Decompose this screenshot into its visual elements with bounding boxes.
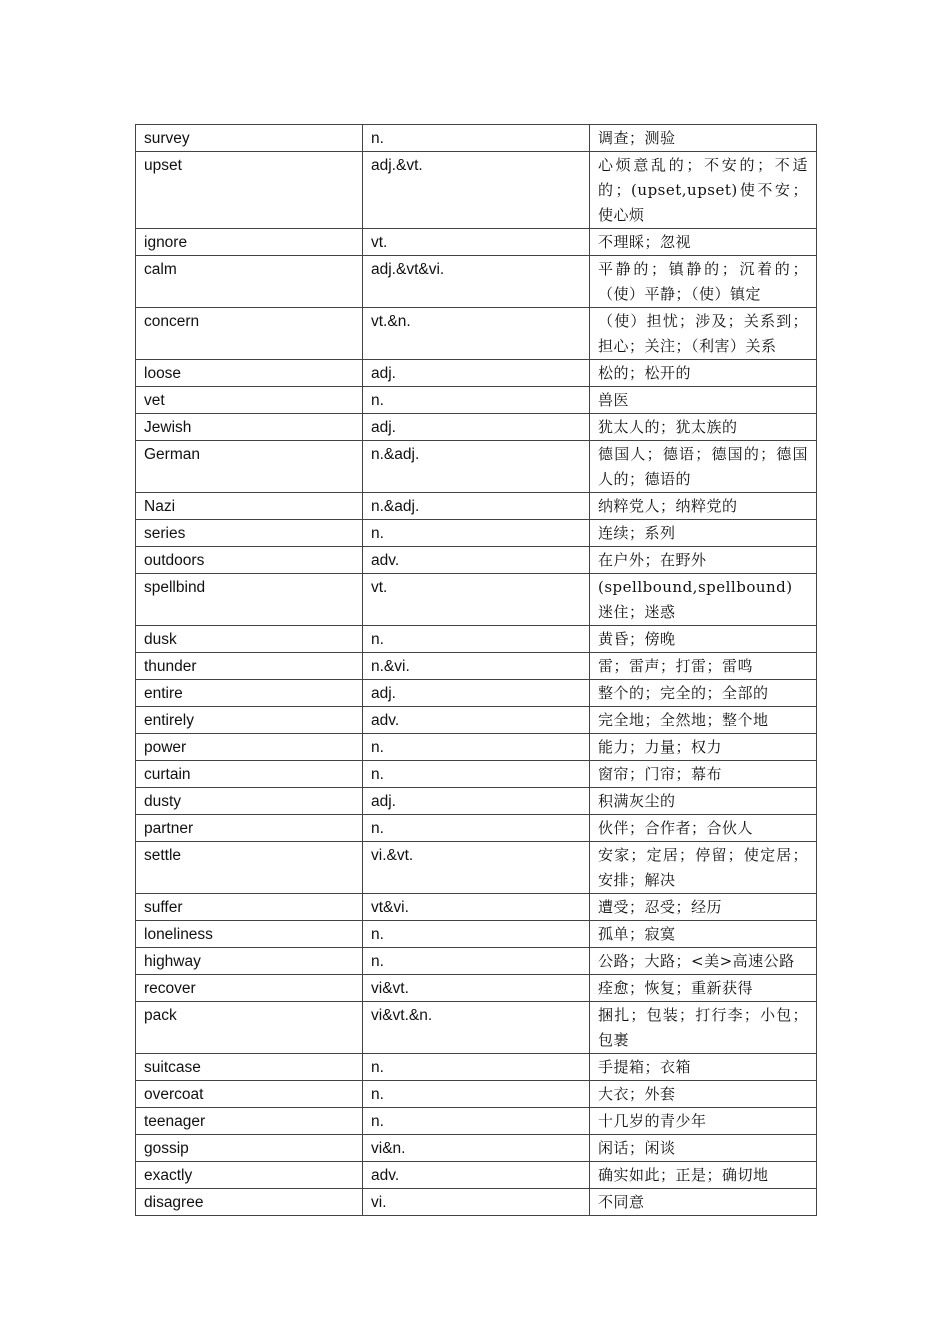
word-cell: Nazi — [136, 493, 363, 520]
table-row — [136, 734, 817, 761]
meaning-cell: 遭受；忍受；经历 — [590, 894, 817, 921]
word-cell: teenager — [136, 1108, 363, 1135]
word-cell: power — [136, 734, 363, 761]
meaning-cell: 窗帘；门帘；幕布 — [590, 761, 817, 788]
part-of-speech-cell: adj. — [363, 360, 590, 387]
word-cell: Jewish — [136, 414, 363, 441]
part-of-speech-cell: vi&vt.&n. — [363, 1002, 590, 1054]
word-cell: exactly — [136, 1162, 363, 1189]
table-row — [136, 256, 817, 308]
word-cell: thunder — [136, 653, 363, 680]
part-of-speech-cell: n. — [363, 626, 590, 653]
table-row — [136, 1002, 817, 1054]
meaning-cell: 安家；定居；停留；使定居；安排；解决 — [590, 842, 817, 894]
meaning-cell: 平静的；镇静的；沉着的；（使）平静；（使）镇定 — [590, 256, 817, 308]
table-row — [136, 1054, 817, 1081]
word-cell: settle — [136, 842, 363, 894]
part-of-speech-cell: n. — [363, 921, 590, 948]
word-cell: concern — [136, 308, 363, 360]
meaning-cell: 伙伴；合作者；合伙人 — [590, 815, 817, 842]
word-cell: partner — [136, 815, 363, 842]
word-cell: recover — [136, 975, 363, 1002]
table-row — [136, 1081, 817, 1108]
meaning-cell: 能力；力量；权力 — [590, 734, 817, 761]
table-row — [136, 125, 817, 152]
table-row — [136, 653, 817, 680]
part-of-speech-cell: n. — [363, 1108, 590, 1135]
table-row — [136, 680, 817, 707]
meaning-cell: 手提箱；衣箱 — [590, 1054, 817, 1081]
word-cell: disagree — [136, 1189, 363, 1216]
word-cell: ignore — [136, 229, 363, 256]
meaning-cell: 十几岁的青少年 — [590, 1108, 817, 1135]
table-row — [136, 761, 817, 788]
table-row — [136, 707, 817, 734]
part-of-speech-cell: vt. — [363, 229, 590, 256]
table-row — [136, 574, 817, 626]
table-row — [136, 414, 817, 441]
word-cell: suitcase — [136, 1054, 363, 1081]
table-row — [136, 975, 817, 1002]
table-row — [136, 1162, 817, 1189]
table-row — [136, 815, 817, 842]
vocabulary-table — [135, 124, 817, 1216]
meaning-cell: 闲话；闲谈 — [590, 1135, 817, 1162]
part-of-speech-cell: n. — [363, 1054, 590, 1081]
meaning-cell: 心烦意乱的；不安的；不适的；(upset,upset)使不安；使心烦 — [590, 152, 817, 229]
word-cell: loose — [136, 360, 363, 387]
word-cell: suffer — [136, 894, 363, 921]
word-cell: loneliness — [136, 921, 363, 948]
table-row — [136, 626, 817, 653]
part-of-speech-cell: n. — [363, 761, 590, 788]
table-row — [136, 229, 817, 256]
meaning-cell: 兽医 — [590, 387, 817, 414]
table-row — [136, 921, 817, 948]
table-row — [136, 308, 817, 360]
part-of-speech-cell: n. — [363, 1081, 590, 1108]
part-of-speech-cell: vt. — [363, 574, 590, 626]
meaning-cell: 大衣；外套 — [590, 1081, 817, 1108]
meaning-cell: 德国人；德语；德国的；德国人的；德语的 — [590, 441, 817, 493]
meaning-cell: 犹太人的；犹太族的 — [590, 414, 817, 441]
meaning-cell: (spellbound,spellbound) 迷住；迷惑 — [590, 574, 817, 626]
meaning-cell: 整个的；完全的；全部的 — [590, 680, 817, 707]
table-row — [136, 1108, 817, 1135]
part-of-speech-cell: vi. — [363, 1189, 590, 1216]
table-row — [136, 1135, 817, 1162]
word-cell: pack — [136, 1002, 363, 1054]
table-row — [136, 894, 817, 921]
word-cell: dusk — [136, 626, 363, 653]
part-of-speech-cell: n. — [363, 815, 590, 842]
part-of-speech-cell: vi&vt. — [363, 975, 590, 1002]
meaning-cell: 调查；测验 — [590, 125, 817, 152]
part-of-speech-cell: adj.&vt&vi. — [363, 256, 590, 308]
meaning-cell: 捆扎；包装；打行李；小包；包裹 — [590, 1002, 817, 1054]
part-of-speech-cell: n. — [363, 387, 590, 414]
word-cell: spellbind — [136, 574, 363, 626]
part-of-speech-cell: n. — [363, 948, 590, 975]
meaning-cell: 黄昏；傍晚 — [590, 626, 817, 653]
table-row — [136, 547, 817, 574]
word-cell: dusty — [136, 788, 363, 815]
table-row — [136, 520, 817, 547]
meaning-cell: 不理睬；忽视 — [590, 229, 817, 256]
table-row — [136, 441, 817, 493]
meaning-cell: 雷；雷声；打雷；雷鸣 — [590, 653, 817, 680]
part-of-speech-cell: adj. — [363, 414, 590, 441]
table-row — [136, 1189, 817, 1216]
part-of-speech-cell: vi.&vt. — [363, 842, 590, 894]
meaning-cell: 纳粹党人；纳粹党的 — [590, 493, 817, 520]
meaning-cell: 积满灰尘的 — [590, 788, 817, 815]
part-of-speech-cell: n. — [363, 125, 590, 152]
part-of-speech-cell: n.&adj. — [363, 493, 590, 520]
meaning-cell: 连续；系列 — [590, 520, 817, 547]
word-cell: survey — [136, 125, 363, 152]
word-cell: calm — [136, 256, 363, 308]
meaning-cell: 公路；大路；<美>高速公路 — [590, 948, 817, 975]
word-cell: curtain — [136, 761, 363, 788]
part-of-speech-cell: adv. — [363, 1162, 590, 1189]
word-cell: upset — [136, 152, 363, 229]
part-of-speech-cell: adj. — [363, 680, 590, 707]
vocabulary-table-body — [136, 125, 817, 1216]
part-of-speech-cell: adv. — [363, 547, 590, 574]
word-cell: German — [136, 441, 363, 493]
word-cell: series — [136, 520, 363, 547]
meaning-cell: （使）担忧；涉及；关系到；担心；关注；（利害）关系 — [590, 308, 817, 360]
word-cell: entirely — [136, 707, 363, 734]
meaning-cell: 孤单；寂寞 — [590, 921, 817, 948]
part-of-speech-cell: n. — [363, 734, 590, 761]
word-cell: entire — [136, 680, 363, 707]
meaning-cell: 痊愈；恢复；重新获得 — [590, 975, 817, 1002]
part-of-speech-cell: adv. — [363, 707, 590, 734]
part-of-speech-cell: adj. — [363, 788, 590, 815]
word-cell: outdoors — [136, 547, 363, 574]
part-of-speech-cell: n. — [363, 520, 590, 547]
meaning-cell: 在户外；在野外 — [590, 547, 817, 574]
word-cell: vet — [136, 387, 363, 414]
part-of-speech-cell: n.&adj. — [363, 441, 590, 493]
part-of-speech-cell: adj.&vt. — [363, 152, 590, 229]
table-row — [136, 152, 817, 229]
part-of-speech-cell: vt.&n. — [363, 308, 590, 360]
word-cell: overcoat — [136, 1081, 363, 1108]
meaning-cell: 松的；松开的 — [590, 360, 817, 387]
table-row — [136, 387, 817, 414]
meaning-cell: 不同意 — [590, 1189, 817, 1216]
meaning-cell: 完全地；全然地；整个地 — [590, 707, 817, 734]
part-of-speech-cell: n.&vi. — [363, 653, 590, 680]
part-of-speech-cell: vt&vi. — [363, 894, 590, 921]
table-row — [136, 788, 817, 815]
table-row — [136, 360, 817, 387]
word-cell: gossip — [136, 1135, 363, 1162]
table-row — [136, 493, 817, 520]
table-row — [136, 948, 817, 975]
meaning-cell: 确实如此；正是；确切地 — [590, 1162, 817, 1189]
word-cell: highway — [136, 948, 363, 975]
part-of-speech-cell: vi&n. — [363, 1135, 590, 1162]
table-row — [136, 842, 817, 894]
